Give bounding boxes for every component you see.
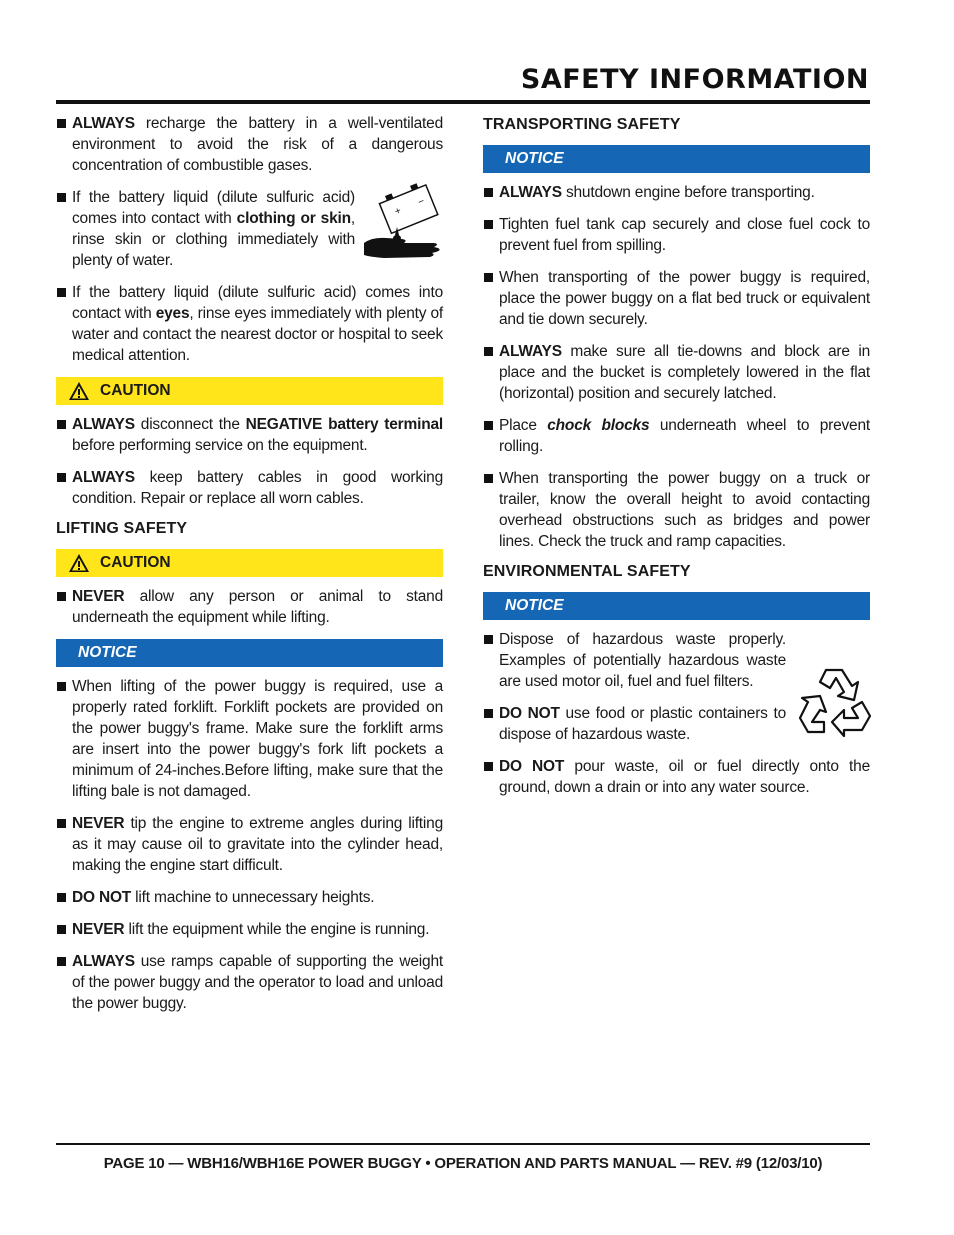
bullet-tip-engine: NEVER tip the engine to extreme angles during lifting as it may cause oil to gravitate into the cylinder head, making the engine start difficult. [56,813,443,876]
caution-bar [56,377,443,405]
header-rule [56,100,870,104]
bullet-stand-underneath: NEVER allow any person or animal to stand underneath the equipment while lifting. [56,586,443,628]
bullet-battery-cables: ALWAYS keep battery cables in good working condition. Repair or replace all worn cables. [56,467,443,509]
bullet-shutdown: ALWAYS shutdown engine before transporting. [483,182,870,203]
bullet-hazardous-waste: Dispose of hazardous waste properly. Examples of potentially hazardous waste are used motor oil, fuel and fuel filters. [483,629,786,692]
bullet-fuel-cap: Tighten fuel tank cap securely and close fuel cock to prevent fuel from spilling. [483,214,870,256]
notice-label: NOTICE [505,150,564,167]
lifting-safety-heading: LIFTING SAFETY [56,520,188,537]
svg-text:−: − [416,196,426,207]
warning-triangle-icon [68,381,90,401]
bullet-battery-ventilation: ALWAYS recharge the battery in a well-ventilated environment to avoid the risk of a dangerous concentration of combustible gases. [56,113,443,176]
left-column [56,113,443,1025]
bullet-negative-terminal: ALWAYS disconnect the NEGATIVE battery terminal before performing service on the equipment. [56,414,443,456]
caution-bar [56,549,443,577]
recycle-icon [796,664,872,738]
bullet-acid-eyes: If the battery liquid (dilute sulfuric acid) comes into contact with eyes, rinse eyes immediately with plenty of water and contact the nearest doctor or hospital to seek medical attention. [56,282,443,366]
bullet-heights: DO NOT lift machine to unnecessary heights. [56,887,443,908]
svg-text:+: + [393,205,403,217]
notice-bar [483,145,870,173]
page-footer: PAGE 10 — WBH16/WBH16E POWER BUGGY • OPERATION AND PARTS MANUAL — REV. #9 (12/03/10) [103,1155,823,1172]
right-column [483,113,870,809]
warning-triangle-icon [68,553,90,573]
battery-acid-hand-icon [364,181,444,259]
bullet-acid-skin: If the battery liquid (dilute sulfuric acid) comes into contact with clothing or skin, rinse skin or clothing immediately with plenty of water. [56,187,355,271]
caution-label: CAUTION [100,554,171,571]
notice-label: NOTICE [505,597,564,614]
bullet-ramps: ALWAYS use ramps capable of supporting the weight of the power buggy and the operator to load and unload the power buggy. [56,951,443,1014]
environmental-safety-heading: ENVIRONMENTAL SAFETY [483,563,691,580]
bullet-overall-height: When transporting the power buggy on a truck or trailer, know the overall height to avoid contacting overhead obstructions such as bridges and power lines. Check the truck and ramp capacities. [483,468,870,552]
bullet-pour-waste: DO NOT pour waste, oil or fuel directly onto the ground, down a drain or into any water source. [483,756,870,798]
bullet-engine-running: NEVER lift the equipment while the engine is running. [56,919,443,940]
notice-bar [56,639,443,667]
bullet-chock-blocks: Place chock blocks underneath wheel to prevent rolling. [483,415,870,457]
caution-label: CAUTION [100,382,171,399]
footer-rule [56,1143,870,1145]
bullet-containers: DO NOT use food or plastic containers to dispose of hazardous waste. [483,703,786,745]
bullet-tie-downs: ALWAYS make sure all tie-downs and block are in place and the bucket is completely lowered in the flat (horizontal) position and securely latched. [483,341,870,404]
bullet-flat-bed: When transporting of the power buggy is required, place the power buggy on a flat bed truck or equivalent and tie down securely. [483,267,870,330]
notice-bar [483,592,870,620]
page-title: SAFETY INFORMATION [520,64,869,95]
bullet-forklift: When lifting of the power buggy is required, use a properly rated forklift. Forklift pockets are provided on the power buggy's frame. Make sure the forklift arms are insert into the power buggy's fork lift pockets a minimum of 24-inches.Before lifting, make sure that the lifting bale is not damaged. [56,676,443,802]
transporting-safety-heading: TRANSPORTING SAFETY [483,116,681,133]
notice-label: NOTICE [78,644,137,661]
